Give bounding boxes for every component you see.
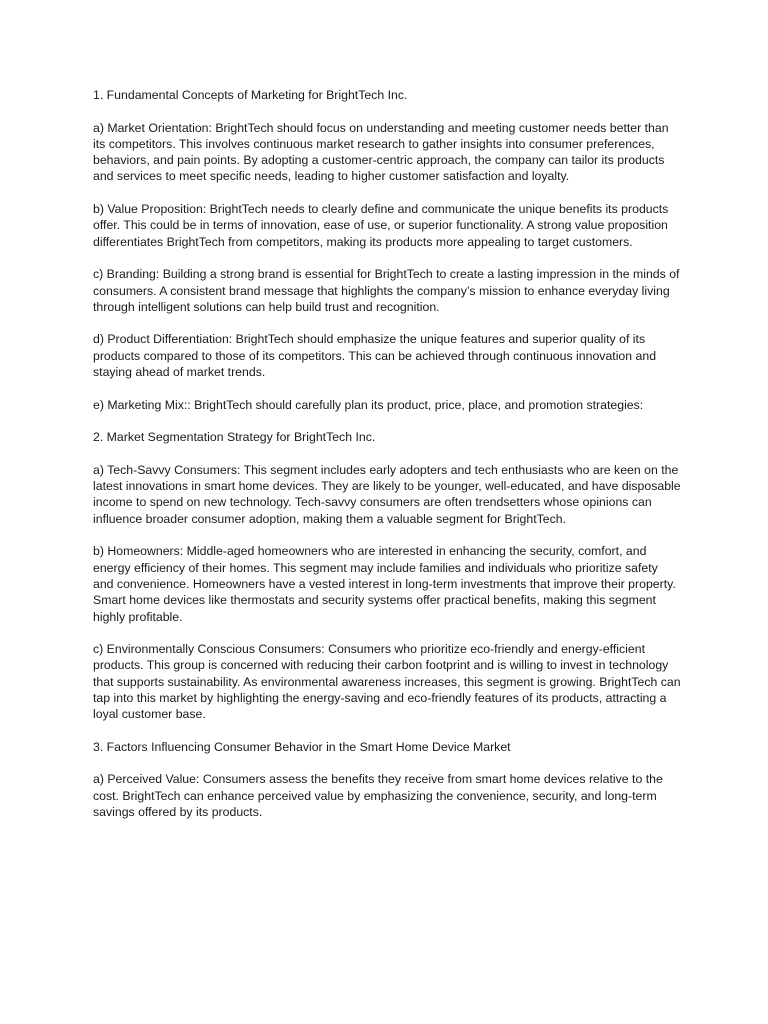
- paragraph-environmentally-conscious: c) Environmentally Conscious Consumers: Consumers who prioritize eco-friendly and energy-efficient products. This group is concerned with reducing their carbon footprint and is willing to invest in technology that supports sustainability. As environmental awareness increases, this segment is growing. BrightTech can tap into this market by highlighting the energy-saving and eco-friendly features of its products, attracting a loyal customer base.: [93, 642, 681, 722]
- document-body: [93, 87, 681, 837]
- section-heading-market-segmentation: 2. Market Segmentation Strategy for BrightTech Inc.: [93, 430, 376, 445]
- paragraph-tech-savvy-consumers: a) Tech-Savvy Consumers: This segment includes early adopters and tech enthusiasts who are keen on the latest innovations in smart home devices. They are likely to be younger, well-educated, and have disposable income to spend on new technology. Tech-savvy consumers are often trendsetters whose opinions can influence broader consumer adoption, making them a valuable segment for BrightTech.: [93, 462, 681, 526]
- paragraph-homeowners: b) Homeowners: Middle-aged homeowners who are interested in enhancing the security, comfort, and energy efficiency of their homes. This segment may include families and individuals who prioritize safety and convenience. Homeowners have a vested interest in long-term investments that improve their property. Smart home devices like thermostats and security systems offer practical benefits, making this segment highly profitable.: [93, 544, 676, 624]
- paragraph-branding: c) Branding: Building a strong brand is essential for BrightTech to create a lasting impression in the minds of consumers. A consistent brand message that highlights the company’s mission to enhance everyday living through intelligent solutions can help build trust and recognition.: [93, 267, 680, 314]
- paragraph-marketing-mix: e) Marketing Mix:: BrightTech should carefully plan its product, price, place, and promotion strategies:: [93, 397, 644, 412]
- section-heading-consumer-behavior: 3. Factors Influencing Consumer Behavior in the Smart Home Device Market: [93, 739, 511, 754]
- paragraph-value-proposition: b) Value Proposition: BrightTech needs to clearly define and communicate the unique benefits its products offer. This could be in terms of innovation, ease of use, or superior functionality. A strong value proposition differentiates BrightTech from competitors, making its products more appealing to target customers.: [93, 202, 669, 249]
- paragraph-perceived-value: a) Perceived Value: Consumers assess the benefits they receive from smart home devices relative to the cost. BrightTech can enhance perceived value by emphasizing the convenience, security, and long-term savings offered by its products.: [93, 772, 663, 820]
- section-heading-fundamental-concepts: 1. Fundamental Concepts of Marketing for BrightTech Inc.: [93, 88, 408, 102]
- paragraph-product-differentiation: d) Product Differentiation: BrightTech should emphasize the unique features and superior quality of its products compared to those of its competitors. This can be achieved through continuous innovation and staying ahead of market trends.: [93, 332, 657, 380]
- paragraph-market-orientation: a) Market Orientation: BrightTech should focus on understanding and meeting customer needs better than its competitors. This involves continuous market research to gather insights into consumer preferences, behaviors, and pain points. By adopting a customer-centric approach, the company can tailor its products and services to meet specific needs, leading to higher customer satisfaction and loyalty.: [93, 120, 669, 184]
